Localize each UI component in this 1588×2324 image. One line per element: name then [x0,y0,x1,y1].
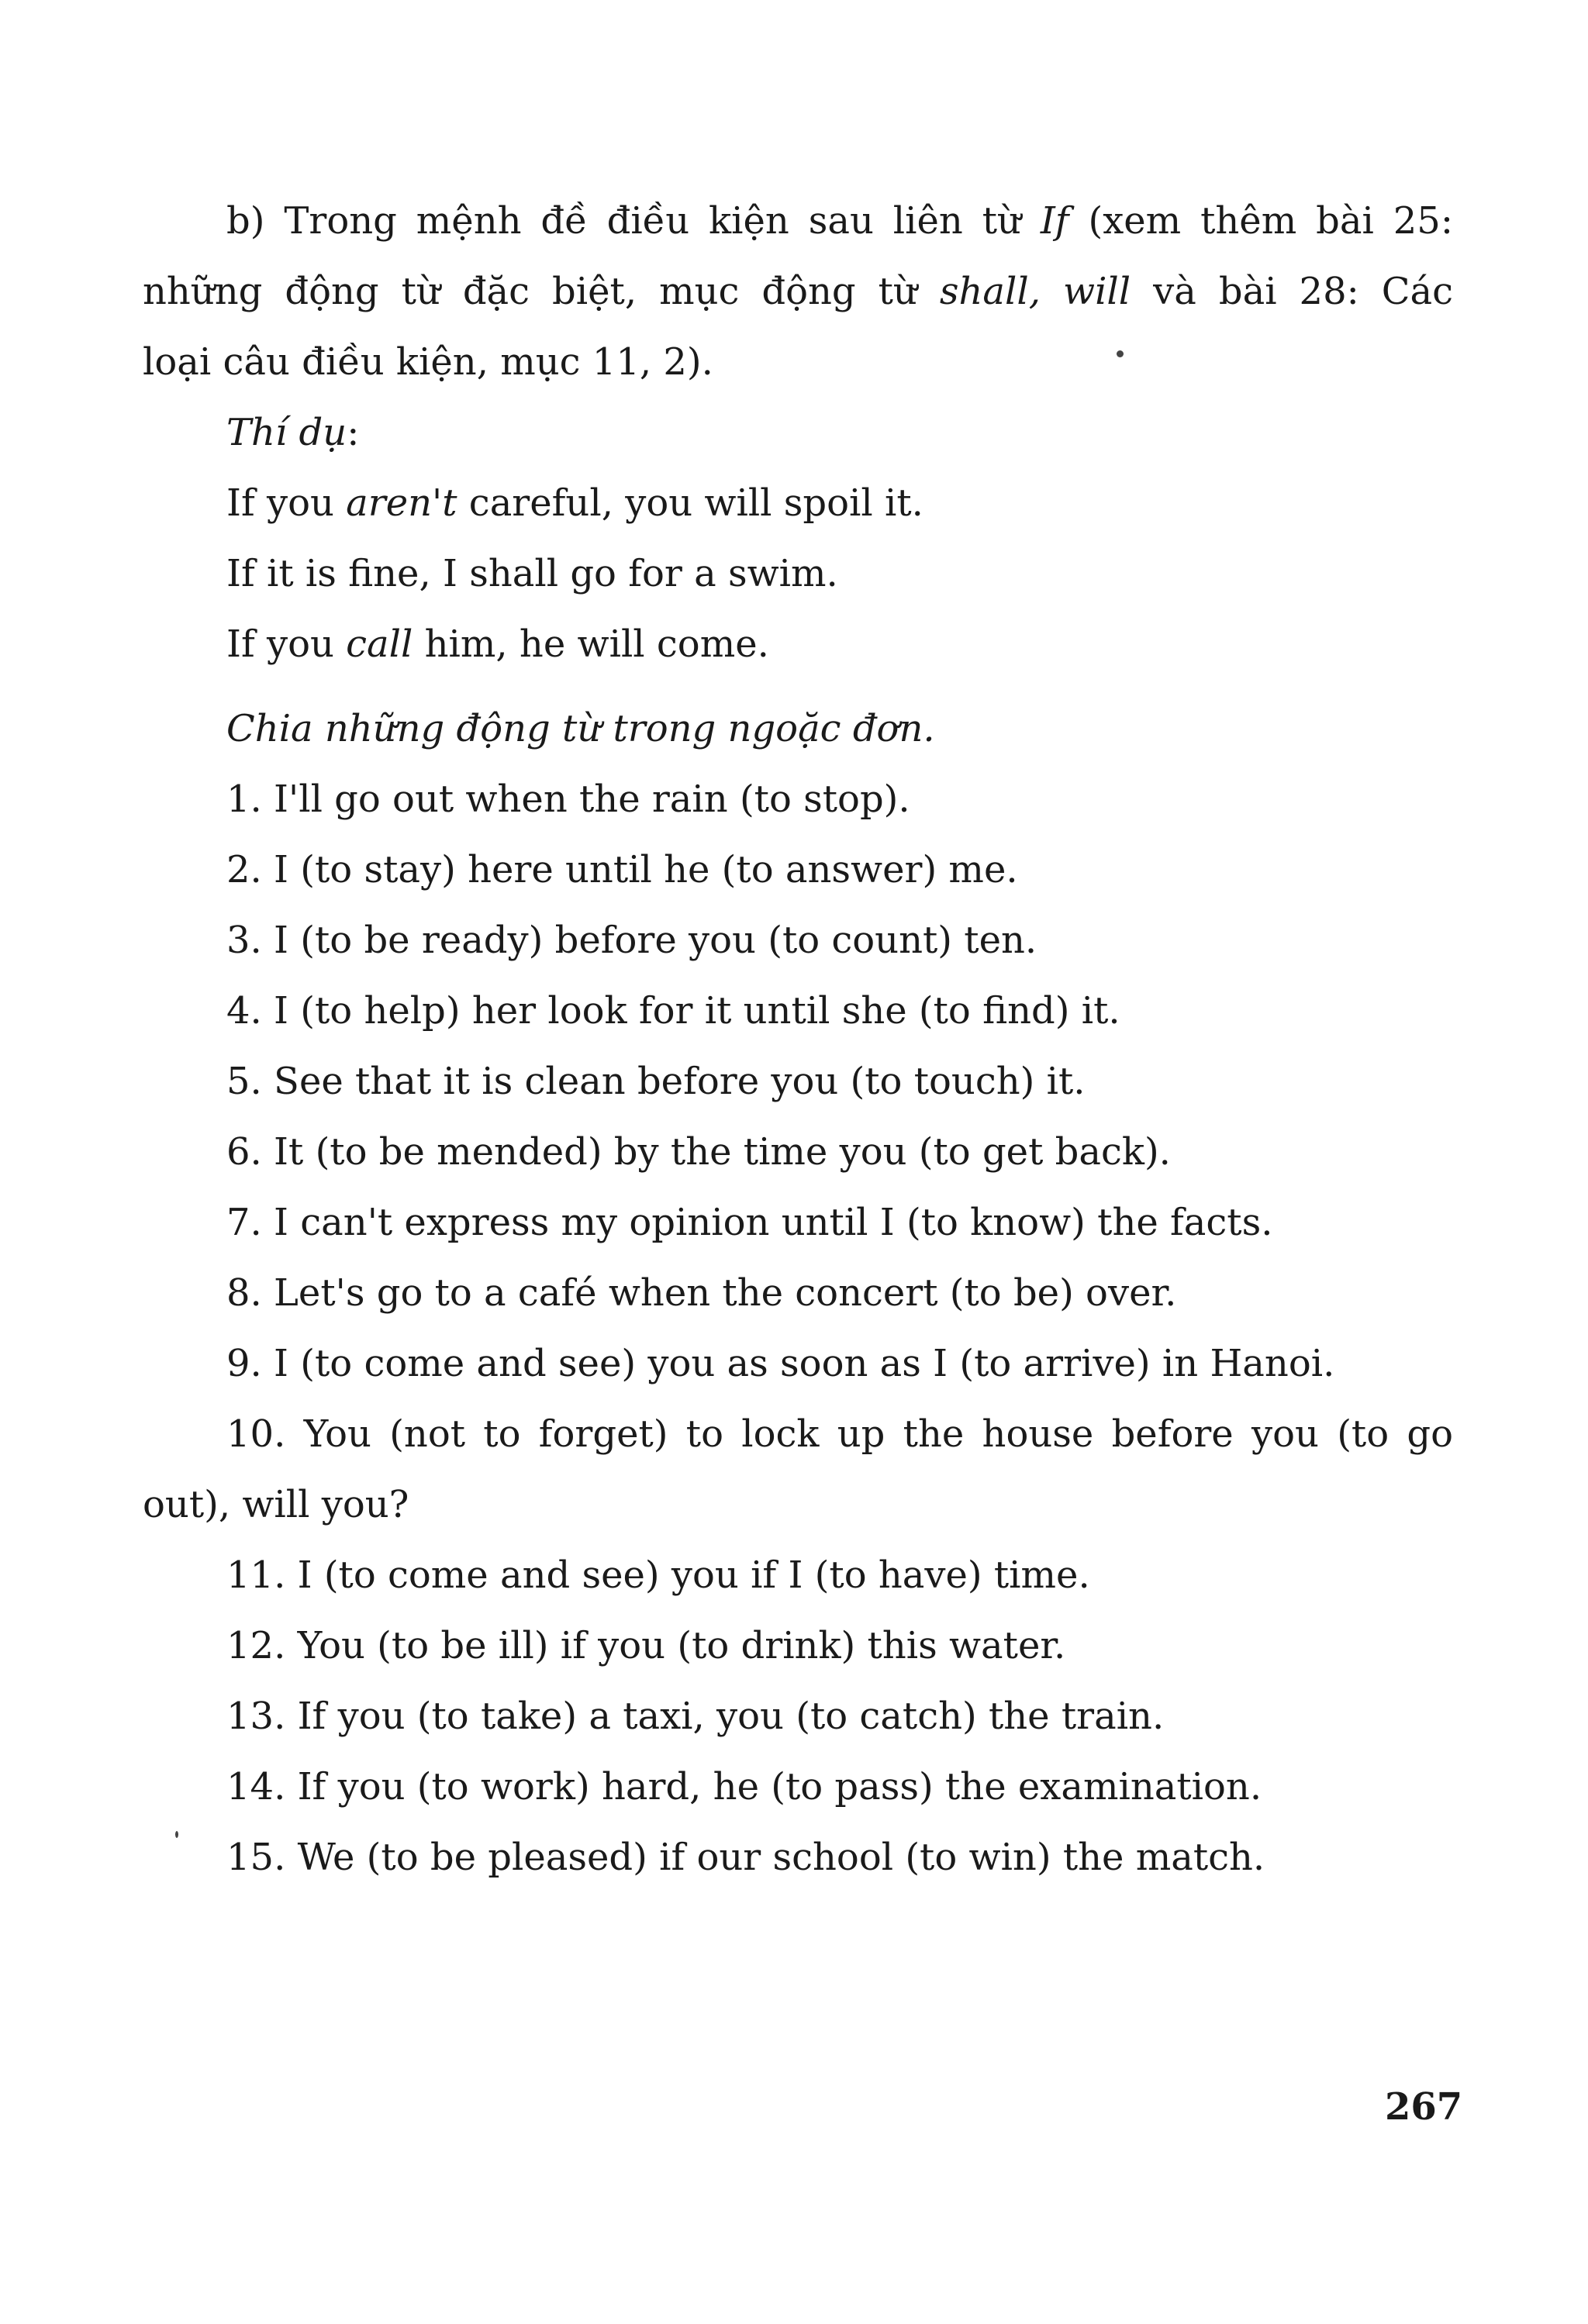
exercise-item: 12. You (to be ill) if you (to drink) this water. [226,1624,1066,1667]
example-1-after: careful, you will spoil it. [457,481,923,525]
example-1-before: If you [226,481,347,525]
example-1-italic: aren't [346,481,457,525]
page-body [143,186,1453,1893]
exercise-list [143,764,1453,1893]
exercise-heading: Chia những động từ trong ngoặc đơn. [226,707,935,750]
intro-line-2 [143,257,1453,327]
exercise-item: 3. I (to be ready) before you (to count) ten. [226,919,1037,962]
intro-text-3: loại câu điều kiện, mục 11, 2). [143,340,713,384]
exercise-item: 13. If you (to take) a taxi, you (to catch) the train. [226,1695,1165,1738]
example-heading-colon: : [347,411,360,454]
intro-line-3 [143,327,1453,398]
exercise-item-10-line-2: out), will you? [143,1483,409,1526]
example-line-1 [143,468,1453,539]
intro-text-1: b) Trong mệnh đề điều kiện sau liên từ [226,199,1041,243]
intro-text-2: những động từ đặc biệt, mục động từ [143,270,940,313]
scan-speck [1117,350,1124,357]
page-number: 267 [1385,2085,1463,2129]
exercise-item: 15. We (to be pleased) if our school (to win) the match. [226,1836,1265,1879]
exercise-item: 7. I can't express my opinion until I (to know) the facts. [226,1201,1273,1244]
example-heading [143,398,1453,468]
exercise-item: 14. If you (to work) hard, he (to pass) the examination. [226,1765,1262,1809]
scan-speck [175,1831,178,1838]
if-keyword: If [1040,199,1069,243]
example-3-italic: call [346,622,413,666]
example-heading-text: Thí dụ [226,411,347,454]
exercise-item: 1. I'll go out when the rain (to stop). [226,778,910,821]
exercise-item-10-line-1: 10. You (not to forget) to lock up the house before you (to go [226,1412,1453,1456]
example-2-text: If it is fine, I shall go for a swim. [226,552,838,595]
example-3-before: If you [226,622,347,666]
exercise-item: 6. It (to be mended) by the time you (to get back). [226,1130,1171,1174]
intro-line-1 [143,186,1453,257]
exercise-item: 2. I (to stay) here until he (to answer) me. [226,848,1018,891]
example-3-after: him, he will come. [413,622,769,666]
exercise-item: 9. I (to come and see) you as soon as I (to arrive) in Hanoi. [226,1342,1335,1385]
shall-will-keywords: shall, will [939,270,1131,313]
exercise-item: 5. See that it is clean before you (to touch) it. [226,1060,1086,1103]
example-line-3 [143,609,1453,680]
intro-text-2-end: và bài 28: Các [1131,270,1454,313]
intro-text-1-end: (xem thêm bài 25: [1068,199,1453,243]
example-line-2 [143,539,1453,609]
exercise-item: 8. Let's go to a café when the concert (to be) over. [226,1271,1177,1315]
exercise-item: 4. I (to help) her look for it until she (to find) it. [226,989,1120,1033]
exercise-item: 11. I (to come and see) you if I (to have) time. [226,1553,1090,1597]
